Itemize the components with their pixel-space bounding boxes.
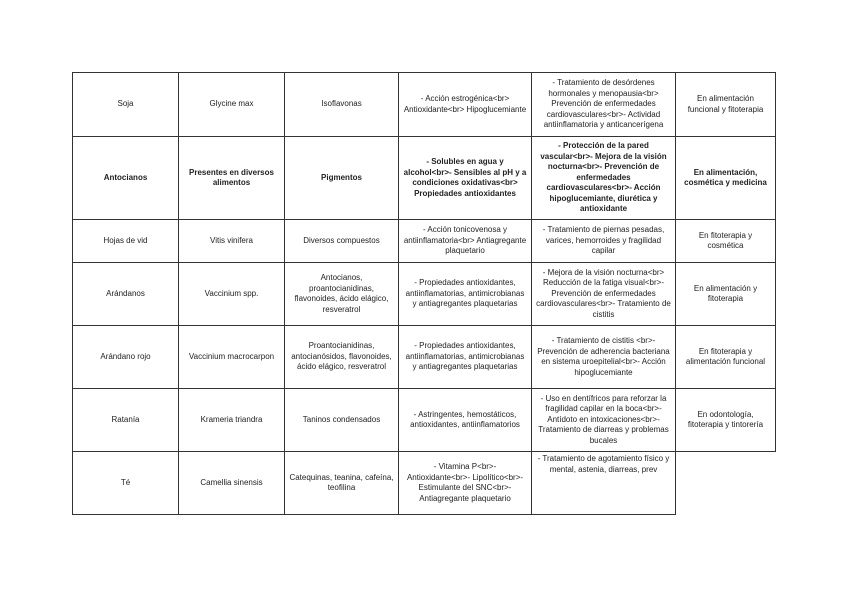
table-cell: - Solubles en agua y alcohol<br>- Sensibles al pH y a condiciones oxidativas<br> Propiedades antioxidantes [399, 137, 532, 220]
table-cell: En fitoterapia y alimentación funcional [676, 326, 776, 389]
table-row [73, 220, 776, 263]
table-cell: En odontología, fitoterapia y tintorería [676, 389, 776, 452]
table-cell: Isoflavonas [285, 73, 399, 137]
table-cell: Arándanos [73, 263, 179, 326]
table-cell: - Vitamina P<br>- Antioxidante<br>- Lipolítico<br>- Estimulante del SNC<br>- Antiagregante plaquetario [399, 452, 532, 515]
table-row [73, 326, 776, 389]
plants-table [72, 72, 776, 515]
table-cell: Proantocianidinas, antocianósidos, flavonoides, ácido elágico, resveratrol [285, 326, 399, 389]
table-cell: En alimentación y fitoterapia [676, 263, 776, 326]
table-row [73, 452, 776, 515]
table-cell: - Mejora de la visión nocturna<br> Reducción de la fatiga visual<br>- Prevención de enfermedades cardiovasculares<br>- Tratamiento de cistitis [532, 263, 676, 326]
table-cell: - Uso en dentífricos para reforzar la fragilidad capilar en la boca<br>- Antídoto en intoxicaciones<br>- Tratamiento de diarreas y problemas bucales [532, 389, 676, 452]
table-cell: - Tratamiento de desórdenes hormonales y menopausia<br> Prevención de enfermedades cardiovasculares<br>- Actividad antiinflamatoria y anticancerígena [532, 73, 676, 137]
table-cell: Vaccinium spp. [179, 263, 285, 326]
table-cell: - Propiedades antioxidantes, antiinflamatorias, antimicrobianas y antiagregantes plaquetarias [399, 263, 532, 326]
table-cell: Soja [73, 73, 179, 137]
table-cell: En fitoterapia y cosmética [676, 220, 776, 263]
table-cell: Antocianos [73, 137, 179, 220]
table-cell: En alimentación funcional y fitoterapia [676, 73, 776, 137]
table-row [73, 137, 776, 220]
table-cell: - Protección de la pared vascular<br>- Mejora de la visión nocturna<br>- Prevención de enfermedades cardiovasculares<br>- Acción hipoglucemiante, diurética y antioxidante [532, 137, 676, 220]
table-cell: - Acción estrogénica<br> Antioxidante<br> Hipoglucemiante [399, 73, 532, 137]
table-cell: Camellia sinensis [179, 452, 285, 515]
table-cell: - Propiedades antioxidantes, antiinflamatorias, antimicrobianas y antiagregantes plaquetarias [399, 326, 532, 389]
table-row [73, 263, 776, 326]
table-cell: Hojas de vid [73, 220, 179, 263]
table-cell: Té [73, 452, 179, 515]
table-cell: - Tratamiento de cistitis <br>- Prevención de adherencia bacteriana en sistema uroepitelial<br>- Acción hipoglucemiante [532, 326, 676, 389]
table-cell: Glycine max [179, 73, 285, 137]
table-cell: - Astringentes, hemostáticos, antioxidantes, antiinflamatorios [399, 389, 532, 452]
table-cell: Ratanía [73, 389, 179, 452]
table-cell: - Tratamiento de piernas pesadas, varices, hemorroides y fragilidad capilar [532, 220, 676, 263]
table-cell: Catequinas, teanina, cafeína, teofilina [285, 452, 399, 515]
table-cell: Vaccinium macrocarpon [179, 326, 285, 389]
table-row [73, 73, 776, 137]
table-cell: Antocianos, proantocianidinas, flavonoides, ácido elágico, resveratrol [285, 263, 399, 326]
table-cell: Krameria triandra [179, 389, 285, 452]
table-cell-empty [676, 452, 776, 515]
table-cell: - Acción tonicovenosa y antiinflamatoria<br> Antiagregante plaquetario [399, 220, 532, 263]
table-cell: Presentes en diversos alimentos [179, 137, 285, 220]
table-cell: - Tratamiento de agotamiento físico y mental, astenia, diarreas, prev [532, 452, 676, 515]
table-cell: Arándano rojo [73, 326, 179, 389]
table-cell: Vitis vinifera [179, 220, 285, 263]
table-cell: En alimentación, cosmética y medicina [676, 137, 776, 220]
table-cell: Taninos condensados [285, 389, 399, 452]
table-row [73, 389, 776, 452]
table-cell: Pigmentos [285, 137, 399, 220]
table-cell: Diversos compuestos [285, 220, 399, 263]
